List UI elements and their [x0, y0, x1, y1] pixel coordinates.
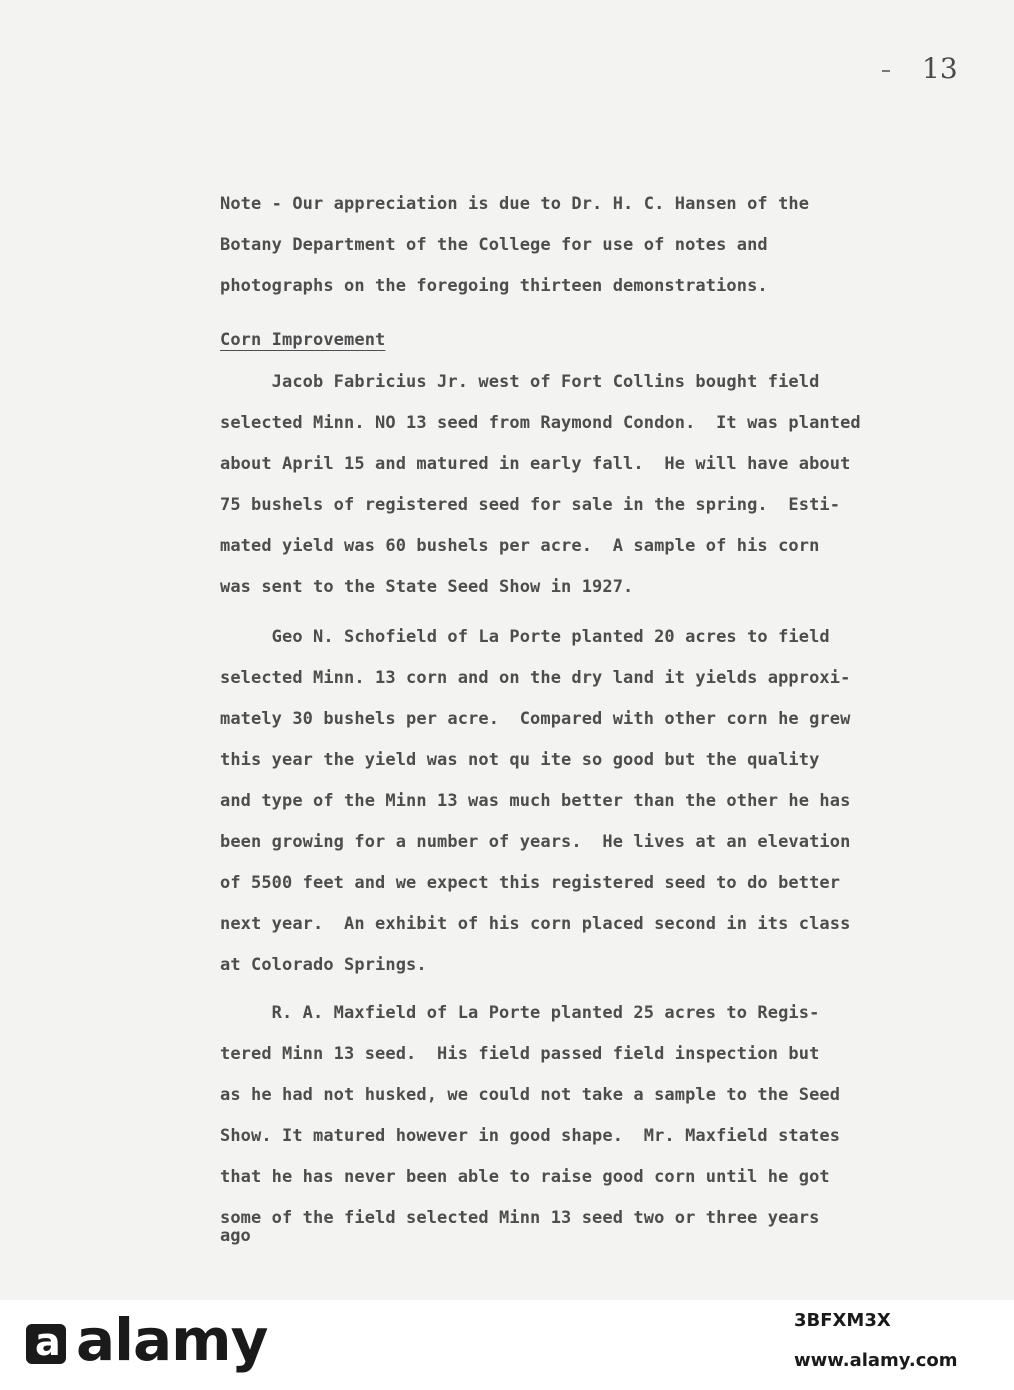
paragraph-line: and type of the Minn 13 was much better than the other he has [220, 791, 851, 811]
page-number: 13 [922, 52, 958, 85]
paragraph-line: next year. An exhibit of his corn placed second in its class [220, 914, 851, 934]
margin-mark [882, 70, 890, 72]
paragraph-line: selected Minn. NO 13 seed from Raymond Condon. It was planted [220, 413, 861, 433]
paragraph-line: Show. It matured however in good shape. Mr. Maxfield states [220, 1126, 841, 1146]
note-line: Note - Our appreciation is due to Dr. H. C. Hansen of the [220, 194, 810, 214]
paragraph-line: mated yield was 60 bushels per acre. A sample of his corn [220, 536, 820, 556]
paragraph-line: mately 30 bushels per acre. Compared with other corn he grew [220, 709, 851, 729]
paragraph-schofield [220, 617, 960, 986]
note-block [220, 184, 960, 307]
paragraph-line: some of the field selected Minn 13 seed two or three years [220, 1208, 820, 1228]
paragraph-line: about April 15 and matured in early fall. He will have about [220, 454, 851, 474]
paragraph-line: tered Minn 13 seed. His field passed field inspection but [220, 1044, 820, 1064]
paragraph-line: this year the yield was not qu ite so good but the quality [220, 750, 820, 770]
paragraph-maxfield [220, 993, 960, 1239]
paragraph-line: as he had not husked, we could not take a sample to the Seed [220, 1085, 841, 1105]
paragraph-line: at Colorado Springs. [220, 955, 427, 975]
watermark-url: www.alamy.com [794, 1350, 958, 1371]
paragraph-line: 75 bushels of registered seed for sale in the spring. Esti- [220, 495, 841, 515]
watermark-brand: alamy [76, 1306, 268, 1374]
paragraph-fabricius [220, 362, 960, 608]
paragraph-line: selected Minn. 13 corn and on the dry land it yields approxi- [220, 668, 851, 688]
watermark-logo [26, 1306, 267, 1374]
paragraph-line: Geo N. Schofield of La Porte planted 20 acres to field [220, 627, 830, 647]
watermark-image-id: 3BFXM3X [794, 1310, 891, 1331]
paragraph-line: of 5500 feet and we expect this registered seed to do better [220, 873, 841, 893]
paragraph-line: was sent to the State Seed Show in 1927. [220, 577, 634, 597]
note-line: photographs on the foregoing thirteen demonstrations. [220, 276, 768, 296]
alamy-logo-icon [26, 1324, 66, 1364]
note-line: Botany Department of the College for use of notes and [220, 235, 768, 255]
paragraph-last-word: ago [220, 1226, 251, 1246]
paragraph-line: that he has never been able to raise good corn until he got [220, 1167, 830, 1187]
section-heading-block [220, 320, 960, 361]
paragraph-line: R. A. Maxfield of La Porte planted 25 acres to Regis- [220, 1003, 820, 1023]
section-heading: Corn Improvement [220, 330, 386, 350]
paragraph-line: been growing for a number of years. He lives at an elevation [220, 832, 851, 852]
paragraph-line: Jacob Fabricius Jr. west of Fort Collins bought field [220, 372, 820, 392]
